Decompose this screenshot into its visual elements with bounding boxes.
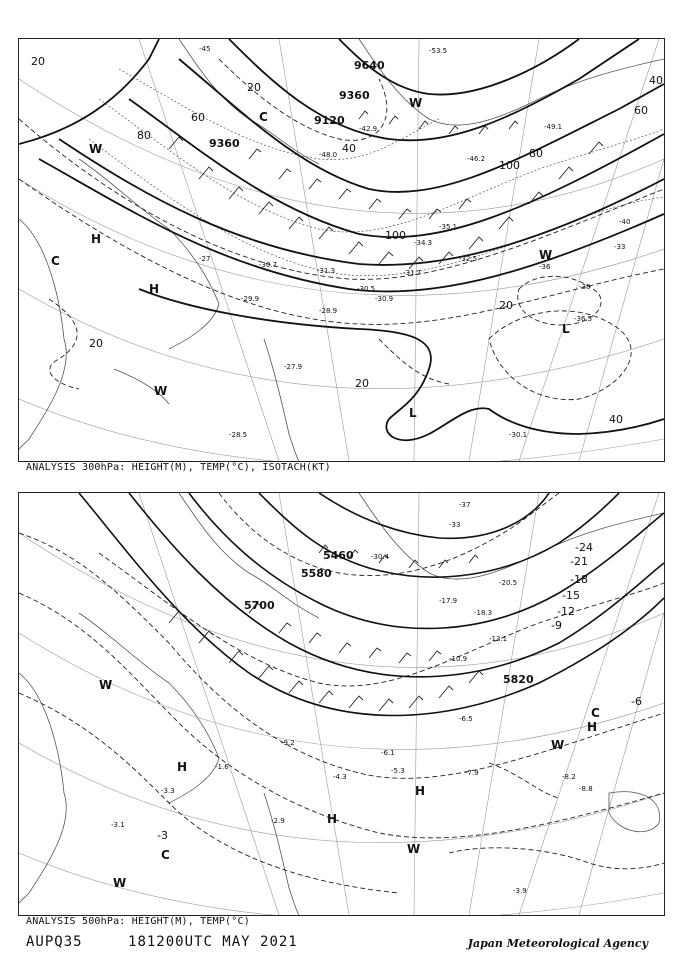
isotach-label-group xyxy=(31,55,663,426)
cold-center: C xyxy=(259,110,268,124)
warm-center: W xyxy=(409,96,423,110)
temp-label: -31.3 xyxy=(317,267,336,275)
temp-label: -7.9 xyxy=(465,769,479,777)
temp-label: -29.9 xyxy=(241,295,260,303)
warm-center: W xyxy=(89,142,103,156)
temp-label: -32.5 xyxy=(459,255,478,263)
temp-label: -30.4 xyxy=(371,553,390,561)
temp-label: -30.7 xyxy=(259,261,278,269)
isotherm-label: -6 xyxy=(631,695,642,708)
isotherm-label: -12 xyxy=(557,605,575,618)
cold-center: C xyxy=(591,706,600,720)
temp-label: -30.5 xyxy=(357,285,376,293)
temp-label: -17.9 xyxy=(439,597,458,605)
wind-barbs xyxy=(169,111,603,269)
temp-label: -36.5 xyxy=(574,315,593,323)
temp-label: -8.2 xyxy=(562,773,576,781)
pressure-center-group xyxy=(99,678,600,890)
temp-label: -42.9 xyxy=(359,125,378,133)
temp-label: -6.1 xyxy=(381,749,395,757)
isotherm-label: -18 xyxy=(570,573,588,586)
isotach-label: 100 xyxy=(385,229,406,242)
temp-label: -3.1 xyxy=(111,821,125,829)
isotherm-lines xyxy=(89,69,664,276)
height-label-group xyxy=(209,59,385,150)
temp-label: -4.3 xyxy=(333,773,347,781)
temp-label: -46.2 xyxy=(467,155,486,163)
temp-label: -34.3 xyxy=(414,239,433,247)
isotherm-label: -15 xyxy=(562,589,580,602)
cold-center: C xyxy=(51,254,60,268)
height-label: 5460 xyxy=(323,549,354,562)
isotach-label: 60 xyxy=(191,111,205,124)
high-center: H xyxy=(327,812,338,826)
warm-center: W xyxy=(551,738,565,752)
temp-label: -8.8 xyxy=(579,785,593,793)
isotherm-label: -9 xyxy=(551,619,562,632)
temp-label: -27 xyxy=(199,255,211,263)
map-500hpa xyxy=(19,493,664,915)
isotach-label: 80 xyxy=(137,129,151,142)
isotach-label: 100 xyxy=(499,159,520,172)
cold-center: C xyxy=(161,848,170,862)
height-contours xyxy=(79,493,664,716)
temp-label: -40 xyxy=(619,218,631,226)
isotach-label: 20 xyxy=(355,377,369,390)
height-label: 9360 xyxy=(339,89,370,102)
isotherm-label: -21 xyxy=(570,555,588,568)
high-center: H xyxy=(587,720,598,734)
height-label: 9640 xyxy=(354,59,385,72)
product-footer xyxy=(26,934,334,950)
temp-label: -10.9 xyxy=(449,655,468,663)
caption-300hpa: ANALYSIS 300hPa: HEIGHT(M), TEMP(°C), ISOTACH(KT) xyxy=(26,462,331,473)
temp-label: -3.3 xyxy=(161,787,175,795)
high-center: H xyxy=(177,760,188,774)
isotach-label: 40 xyxy=(649,74,663,87)
temp-label: -53.5 xyxy=(429,47,448,55)
caption-500hpa: ANALYSIS 500hPa: HEIGHT(M), TEMP(°C) xyxy=(26,916,250,927)
isotherm-label: -3 xyxy=(157,829,168,842)
temp-label: -36 xyxy=(539,263,551,271)
height-label: 5820 xyxy=(503,673,534,686)
temp-label: -18.3 xyxy=(474,609,493,617)
height-label: 9120 xyxy=(314,114,345,127)
graticule xyxy=(19,39,664,461)
temp-label: -2.9 xyxy=(271,817,285,825)
isotach-label: 20 xyxy=(89,337,103,350)
temp-label: -28.9 xyxy=(319,307,338,315)
warm-center: W xyxy=(407,842,421,856)
high-center: H xyxy=(415,784,426,798)
height-label: 5700 xyxy=(244,599,275,612)
isotherm-label: -24 xyxy=(575,541,593,554)
temp-label: -5.3 xyxy=(391,767,405,775)
height-label: 5580 xyxy=(301,567,332,580)
low-center: L xyxy=(409,406,417,420)
temp-label: -49.1 xyxy=(544,123,563,131)
isotach-label: 20 xyxy=(499,299,513,312)
temp-label: -20.5 xyxy=(499,579,518,587)
isotach-label: 40 xyxy=(342,142,356,155)
temp-label: -30.1 xyxy=(509,431,528,439)
height-label: 9360 xyxy=(209,137,240,150)
warm-center: W xyxy=(99,678,113,692)
temp-label: -31.7 xyxy=(403,269,422,277)
temp-label: -35.1 xyxy=(439,223,458,231)
temp-label: -27.9 xyxy=(284,363,303,371)
warm-center: W xyxy=(539,248,553,262)
temp-label: -13.1 xyxy=(489,635,508,643)
isotach-label: 80 xyxy=(529,147,543,160)
high-center: H xyxy=(149,282,160,296)
coastline xyxy=(19,39,664,461)
temp-label: -48.0 xyxy=(319,151,338,159)
chart-300hpa xyxy=(18,38,665,462)
temp-label: -30.9 xyxy=(375,295,394,303)
warm-center: W xyxy=(113,876,127,890)
isotach-label: 40 xyxy=(609,413,623,426)
temp-label: -37 xyxy=(459,501,471,509)
height-label-group xyxy=(244,549,534,686)
temp-label: -9.2 xyxy=(281,739,295,747)
temp-label: -1.6 xyxy=(215,763,229,771)
temp-label: -28.5 xyxy=(229,431,248,439)
high-center: H xyxy=(91,232,102,246)
chart-500hpa xyxy=(18,492,665,916)
isotach-label: 20 xyxy=(31,55,45,68)
product-code: AUPQ35 xyxy=(26,934,83,950)
pressure-center-group xyxy=(51,96,570,420)
isotach-label: 20 xyxy=(247,81,261,94)
temp-label: -6.5 xyxy=(459,715,473,723)
temp-label: -33 xyxy=(614,243,626,251)
temp-label: -33 xyxy=(449,521,461,529)
warm-center: W xyxy=(154,384,168,398)
map-300hpa xyxy=(19,39,664,461)
isotach-label: 60 xyxy=(634,104,648,117)
temp-label: -3.9 xyxy=(513,887,527,895)
low-center: L xyxy=(562,322,570,336)
temp-label: -45 xyxy=(199,45,211,53)
valid-datetime: 181200UTC MAY 2021 xyxy=(128,934,298,950)
agency-name: Japan Meteorological Agency xyxy=(467,937,648,950)
temp-label: -38 xyxy=(579,283,591,291)
